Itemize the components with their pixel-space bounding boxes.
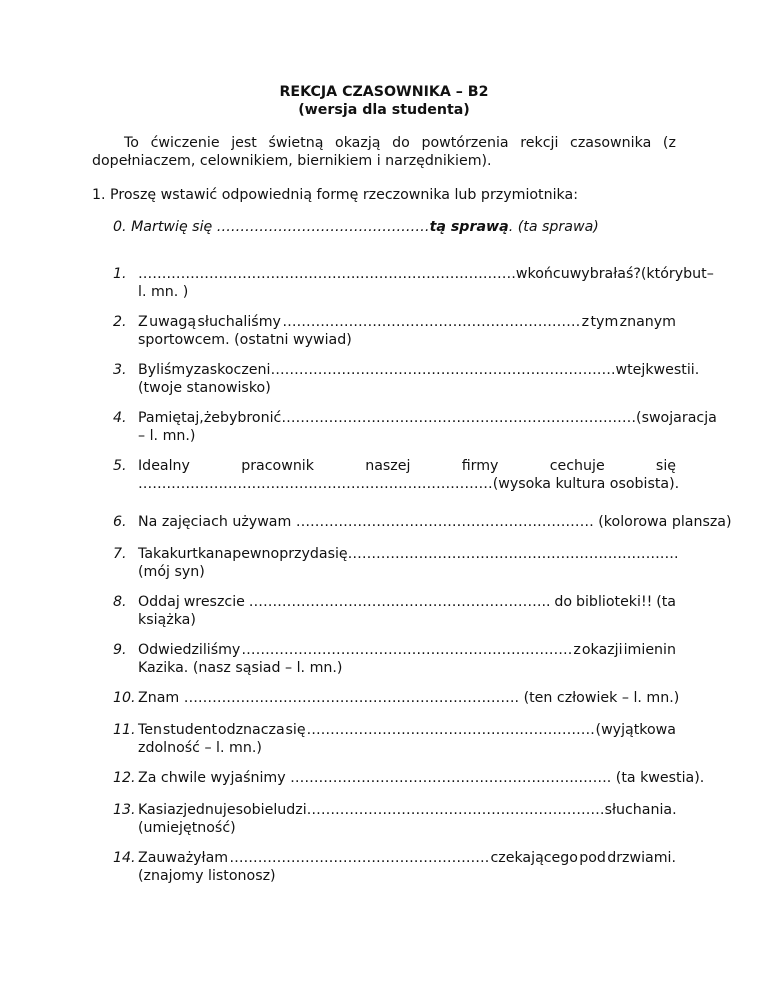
exercise-line-1 <box>138 458 676 474</box>
exercise-word: z <box>573 642 581 658</box>
exercise-word: Oddaj <box>138 594 180 610</box>
exercise-word: się <box>285 722 306 738</box>
exercise-word: z <box>581 314 590 330</box>
exercise-line-1: Znam ……………………………………….……………………. (ten człowiek – l. mn.) <box>138 690 680 706</box>
exercise-word: naszej <box>365 458 411 474</box>
exercise-line-2: – l. mn.) <box>138 428 196 444</box>
exercise-line-2: książka) <box>138 612 196 628</box>
exercise-word: Pamiętaj, <box>138 410 204 426</box>
exercise-word: Odwiedziliśmy <box>138 642 241 658</box>
exercise-word: tym <box>590 314 619 330</box>
exercise-line-1 <box>138 314 676 330</box>
exercise-word: do <box>554 594 573 610</box>
exercise-line-2: zdolność – l. mn.) <box>138 740 262 756</box>
intro-word: rekcji <box>520 135 559 151</box>
exercise-line-1 <box>138 642 676 658</box>
exercise-word: pracownik <box>241 458 314 474</box>
exercise-line-2: sportowcem. (ostatni wywiad) <box>138 332 352 348</box>
exercise-word: (który <box>640 266 684 282</box>
exercise-word: kwestii. <box>645 362 700 378</box>
exercise-word: wreszcie <box>183 594 245 610</box>
exercise-word: przyda <box>279 546 328 562</box>
exercise-word: ………………………………………………………………. <box>270 362 616 378</box>
exercise-word: Taka <box>138 546 170 562</box>
exercise-word: końcu <box>527 266 570 282</box>
exercise-number: 14. <box>113 850 136 866</box>
intro-word: do <box>392 135 410 151</box>
example-answer: tą sprawą <box>429 219 509 235</box>
intro-word: ćwiczenie <box>150 135 220 151</box>
exercise-word: firmy <box>461 458 499 474</box>
exercise-word: ludzi <box>273 802 307 818</box>
intro-line-2: dopełniaczem, celownikiem, biernikiem i narzędnikiem). <box>92 153 492 169</box>
exercise-word: sobie <box>235 802 274 818</box>
exercise-line-1 <box>138 362 700 378</box>
exercise-word: bronić <box>237 410 282 426</box>
exercise-word: (wyjątkowa <box>595 722 676 738</box>
exercise-line-2: (umiejętność) <box>138 820 236 836</box>
exercise-number: 4. <box>113 410 127 426</box>
exercise-word: (swoja <box>636 410 682 426</box>
example-prefix: Martwię się ……………………………………… <box>131 219 430 235</box>
exercise-number: 12. <box>113 770 136 786</box>
exercise-line-1 <box>138 266 714 282</box>
exercise-line-2: l. mn. ) <box>138 284 189 300</box>
intro-word: jest <box>231 135 257 151</box>
exercise-word: żeby <box>203 410 238 426</box>
exercise-line-2: Kazika. (nasz sąsiad – l. mn.) <box>138 660 343 676</box>
exercise-word: uwagą <box>149 314 197 330</box>
exercise-word: w <box>615 362 628 378</box>
worksheet-title: REKCJA CZASOWNIKA – B2 <box>279 84 489 100</box>
exercise-word: drzwiami. <box>607 850 676 866</box>
intro-word: czasownika <box>570 135 652 151</box>
exercise-word: Ten <box>138 722 162 738</box>
exercise-line-1 <box>138 802 676 818</box>
exercise-word: się <box>327 546 348 562</box>
exercise-number: 8. <box>113 594 127 610</box>
intro-word: (z <box>662 135 676 151</box>
exercise-word: tej <box>627 362 646 378</box>
exercise-number: 2. <box>113 314 127 330</box>
exercise-number: 5. <box>113 458 127 474</box>
exercise-word: wybrałaś? <box>569 266 641 282</box>
exercise-word: kurtka <box>169 546 215 562</box>
exercise-word: – <box>706 266 714 282</box>
exercise-line-2: …………………………………………………………………(wysoka kultura osobista). <box>138 476 680 492</box>
exercise-word: biblioteki!! <box>575 594 653 610</box>
exercise-number: 6. <box>113 514 127 530</box>
exercise-number: 9. <box>113 642 127 658</box>
intro-word: To <box>124 135 139 151</box>
exercise-line-2: (mój syn) <box>138 564 205 580</box>
exercise-word: słuchaliśmy <box>197 314 281 330</box>
intro-line-1 <box>124 135 676 151</box>
exercise-word: okazji <box>581 642 623 658</box>
exercise-number: 1. <box>113 266 127 282</box>
exercise-line-2: (twoje stanowisko) <box>138 380 271 396</box>
example-number: 0. <box>113 219 127 235</box>
exercise-word: ……………………………………………………. <box>306 722 595 738</box>
exercise-word: w <box>515 266 528 282</box>
exercise-line-1 <box>138 850 676 866</box>
exercise-word: ………………………………………..…………………………… <box>138 266 516 282</box>
intro-word: okazją <box>335 135 381 151</box>
exercise-line-1: Na zajęciach używam ……………………………………………………… (kolorowa plansza) <box>138 514 732 530</box>
exercise-word: racja <box>681 410 717 426</box>
exercise-number: 7. <box>113 546 127 562</box>
exercise-word: czekającego <box>490 850 578 866</box>
exercise-number: 13. <box>113 802 136 818</box>
exercise-word: …………………………..………………………….. <box>248 594 551 610</box>
exercise-word: ……………………………………………………………. <box>241 642 573 658</box>
exercise-word: słuchania. <box>604 802 677 818</box>
exercise-word: Z <box>138 314 148 330</box>
exercise-word: but <box>683 266 707 282</box>
intro-word: powtórzenia <box>421 135 509 151</box>
exercise-line-1 <box>138 722 676 738</box>
exercise-word: ……………………………………………………… <box>282 314 581 330</box>
exercise-word: zjednuje <box>175 802 236 818</box>
exercise-line-1 <box>138 546 679 562</box>
exercise-word: pewno <box>232 546 280 562</box>
exercise-number: 10. <box>113 690 136 706</box>
exercise-number: 3. <box>113 362 127 378</box>
exercise-word: się <box>655 458 676 474</box>
example-sentence <box>113 219 599 235</box>
intro-word: świetną <box>268 135 324 151</box>
exercise-word: odznacza <box>217 722 285 738</box>
exercise-word: zaskoczeni <box>193 362 271 378</box>
exercise-word: znanym <box>619 314 676 330</box>
example-suffix: . (ta sprawa) <box>508 219 599 235</box>
worksheet-subtitle: (wersja dla studenta) <box>298 102 470 118</box>
exercise-word: imienin <box>623 642 676 658</box>
exercise-word: Zauważyłam <box>138 850 229 866</box>
exercise-line-2: (znajomy listonosz) <box>138 868 276 884</box>
exercise-word: (ta <box>656 594 676 610</box>
exercise-word: ……………………………………………………………. <box>347 546 679 562</box>
exercise-line-1 <box>138 410 717 426</box>
exercise-number: 11. <box>113 722 136 738</box>
exercise-word: ………………………………………………………………… <box>281 410 637 426</box>
exercise-line-1 <box>138 594 676 610</box>
exercise-word: cechuje <box>549 458 605 474</box>
exercise-word: Byliśmy <box>138 362 194 378</box>
exercise-word: ………………………………………………. <box>229 850 490 866</box>
exercise-word: Idealny <box>138 458 190 474</box>
exercise-line-1: Za chwile wyjaśnimy …………………………………………………….……. (ta kwestia). <box>138 770 705 786</box>
task-instruction: 1. Proszę wstawić odpowiednią formę rzeczownika lub przymiotnika: <box>92 187 578 203</box>
exercise-word: Kasia <box>138 802 176 818</box>
exercise-word: ……………………………………………………… <box>306 802 605 818</box>
exercise-word: pod <box>579 850 606 866</box>
exercise-word: student <box>162 722 218 738</box>
exercise-word: na <box>214 546 233 562</box>
